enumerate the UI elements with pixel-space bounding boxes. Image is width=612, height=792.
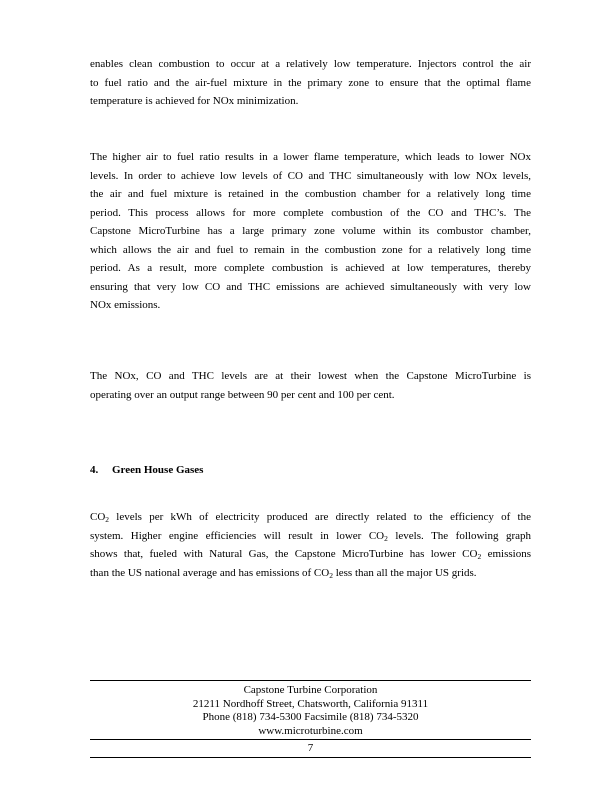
text-line: which allows the air and fuel to remain in the combustion zone for a relatively long time	[90, 243, 531, 256]
text-line: NOx emissions.	[90, 299, 161, 311]
footer-phone: Phone (818) 734-5300 Facsimile (818) 734-5320	[202, 711, 419, 724]
text-line: the air and fuel mixture is retained in the combustion chamber for a relatively long time	[90, 188, 531, 200]
section-heading-green-house-gases	[90, 462, 203, 478]
footer-website[interactable]: www.microturbine.com	[258, 724, 363, 737]
paragraph-co2-levels	[90, 508, 531, 582]
text-line: levels. In order to achieve low levels of CO and THC simultaneously with low NOx levels,	[90, 169, 531, 182]
text-line: than the US national average and has emissions of $CO_2$ less than all the major US grids.	[90, 566, 477, 580]
paragraph-combustion-intro	[90, 55, 531, 111]
text-line: ensuring that very low CO and THC emissions are achieved simultaneously with very low	[90, 280, 531, 293]
text-line: The higher air to fuel ratio results in a lower flame temperature, which leads to lower NOx	[90, 151, 531, 163]
text-line: Capstone MicroTurbine has a large primary zone volume within its combustor chamber,	[90, 225, 531, 237]
text-line: enables clean combustion to occur at a relatively low temperature. Injectors control the air	[90, 58, 531, 70]
section-number: 4.	[90, 464, 99, 476]
text-line: period. As a result, more complete combustion is achieved at low temperatures, thereby	[90, 262, 531, 274]
text-line: system. Higher engine efficiencies will result in lower $CO_2$ levels. The following graph	[90, 529, 531, 543]
text-line: to fuel ratio and the air-fuel mixture in the primary zone to ensure that the optimal flame	[90, 76, 531, 89]
text-line: period. This process allows for more complete combustion of the CO and THC’s. The	[90, 206, 531, 219]
text-line: $CO_2$ levels per kWh of electricity produced are directly related to the efficiency of the	[90, 511, 531, 524]
paragraph-output-range	[90, 367, 531, 404]
footer-address: 21211 Nordhoff Street, Chatsworth, California 91311	[192, 697, 429, 710]
text-line: operating over an output range between 90 per cent and 100 per cent.	[90, 388, 395, 401]
page-number: 7	[90, 739, 531, 758]
paragraph-air-fuel-ratio	[90, 148, 531, 315]
page-footer	[90, 680, 531, 758]
text-line: The NOx, CO and THC levels are at their lowest when the Capstone MicroTurbine is	[90, 370, 531, 382]
section-title: Green House Gases	[112, 464, 204, 476]
text-line: temperature is achieved for NOx minimization.	[90, 95, 299, 107]
footer-company: Capstone Turbine Corporation	[243, 684, 378, 696]
text-line: shows that, fueled with Natural Gas, the Capstone MicroTurbine has lower $CO_2$ emissions	[90, 548, 531, 561]
